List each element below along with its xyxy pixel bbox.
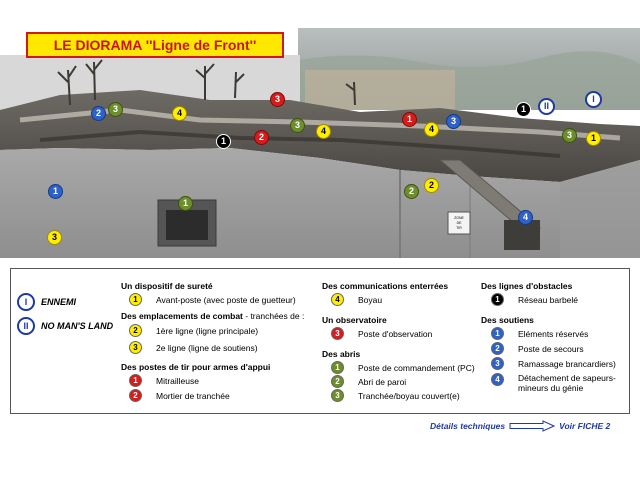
yellow-marker-1: 1 [129, 293, 142, 306]
arrow-right-icon [509, 420, 555, 432]
svg-text:TIR: TIR [456, 226, 462, 230]
heading-communications: Des communications enterrées [322, 281, 449, 291]
green-marker-3: 3 [331, 389, 344, 402]
heading-subtext: - tranchées de : [242, 311, 305, 321]
heading-soutiens: Des soutiens [481, 315, 534, 325]
zone-label: ENNEMI [41, 297, 77, 307]
legend-item-text: Poste d'observation [358, 328, 433, 339]
photo-marker-yellow-3: 3 [47, 230, 62, 245]
legend-item [129, 374, 199, 387]
legend-item-text: Mortier de tranchée [156, 390, 230, 401]
green-marker-2: 2 [331, 375, 344, 388]
photo-marker-red-2: 2 [254, 130, 269, 145]
red-marker-2: 2 [129, 389, 142, 402]
legend-item [129, 389, 230, 402]
photo-marker-green-1: 1 [178, 196, 193, 211]
blue-marker-3: 3 [491, 357, 504, 370]
blue-marker-4: 4 [491, 373, 504, 386]
photo-marker-black-1: 1 [516, 102, 531, 117]
black-marker-1: 1 [491, 293, 504, 306]
heading-emplacements-combat [121, 311, 304, 321]
legend-item [129, 341, 258, 354]
photo-marker-blue-1: 1 [48, 184, 63, 199]
legend-panel [10, 268, 630, 414]
svg-text:ZONE: ZONE [454, 216, 464, 220]
legend-item [491, 342, 584, 355]
legend-item [129, 293, 296, 306]
legend-item-text: Tranchée/boyau couvert(e) [358, 390, 460, 401]
roman-marker-ii: II [17, 317, 35, 335]
legend-item [491, 373, 628, 393]
legend-item-text: Avant-poste (avec poste de guetteur) [156, 294, 296, 305]
roman-marker-i: I [17, 293, 35, 311]
legend-item [129, 324, 258, 337]
photo-marker-green-3: 3 [108, 102, 123, 117]
photo-marker-blue-4: 4 [518, 210, 533, 225]
photo-marker-roman-ii: II [538, 98, 555, 115]
red-marker-1: 1 [129, 374, 142, 387]
green-marker-1: 1 [331, 361, 344, 374]
legend-item-text: Mitrailleuse [156, 375, 199, 386]
yellow-marker-2: 2 [129, 324, 142, 337]
heading-postes-de-tir: Des postes de tir pour armes d'appui [121, 362, 271, 372]
legend-item [491, 327, 588, 340]
photo-marker-red-3: 3 [270, 92, 285, 107]
legend-item [331, 327, 432, 340]
photo-marker-blue-2: 2 [91, 106, 106, 121]
legend-item [331, 389, 460, 402]
legend-item-text: 1ère ligne (ligne principale) [156, 325, 259, 336]
legend-item [331, 361, 475, 374]
diorama-title: LE DIORAMA ''Ligne de Front'' [53, 37, 257, 53]
legend-item-text: 2e ligne (ligne de soutiens) [156, 342, 258, 353]
heading-dispositif-surete: Un dispositif de sureté [121, 281, 213, 291]
legend-item-text: Détachement de sapeurs-mineurs du génie [518, 373, 616, 393]
photo-marker-blue-3: 3 [446, 114, 461, 129]
zone-label: NO MAN'S LAND [41, 321, 114, 331]
legend-item-text: Ramassage brancardiers) [518, 358, 616, 369]
details-techniques-text: Détails techniques [430, 421, 506, 431]
legend-item-text: Boyau [358, 294, 383, 305]
blue-marker-1: 1 [491, 327, 504, 340]
photo-marker-yellow-4: 4 [424, 122, 439, 137]
photo-marker-yellow-4: 4 [316, 124, 331, 139]
heading-observatoire: Un observatoire [322, 315, 387, 325]
blue-marker-2: 2 [491, 342, 504, 355]
photo-marker-black-1: 1 [216, 134, 231, 149]
legend-item-text: Réseau barbelé [518, 294, 579, 305]
photo-marker-yellow-1: 1 [586, 131, 601, 146]
heading-abris: Des abris [322, 349, 361, 359]
legend-zone-no-mans-land [17, 317, 113, 335]
legend-item-text: Poste de secours [518, 343, 584, 354]
legend-item-text: Poste de commandement (PC) [358, 362, 475, 373]
photo-marker-yellow-2: 2 [424, 178, 439, 193]
photo-marker-green-3: 3 [290, 118, 305, 133]
legend-item-text: Abri de paroi [358, 376, 407, 387]
legend-item [331, 293, 382, 306]
photo-marker-green-2: 2 [404, 184, 419, 199]
photo-marker-yellow-4: 4 [172, 106, 187, 121]
voir-fiche-text: Voir FICHE 2 [559, 421, 611, 431]
photo-marker-green-3: 3 [562, 128, 577, 143]
legend-item [491, 357, 616, 370]
yellow-marker-3: 3 [129, 341, 142, 354]
red-marker-3: 3 [331, 327, 344, 340]
legend-item [491, 293, 578, 306]
heading-lignes-obstacles: Des lignes d'obstacles [481, 281, 573, 291]
legend-item [331, 375, 406, 388]
legend-item-text: Eléments réservés [518, 328, 589, 339]
diorama-title-box [26, 32, 284, 58]
heading-text: Des emplacements de combat [121, 311, 243, 321]
svg-text:DE: DE [456, 221, 462, 225]
photo-marker-red-1: 1 [402, 112, 417, 127]
footer-link[interactable] [430, 420, 610, 432]
yellow-marker-4: 4 [331, 293, 344, 306]
photo-marker-roman-i: I [585, 91, 602, 108]
legend-zone-ennemi [17, 293, 76, 311]
